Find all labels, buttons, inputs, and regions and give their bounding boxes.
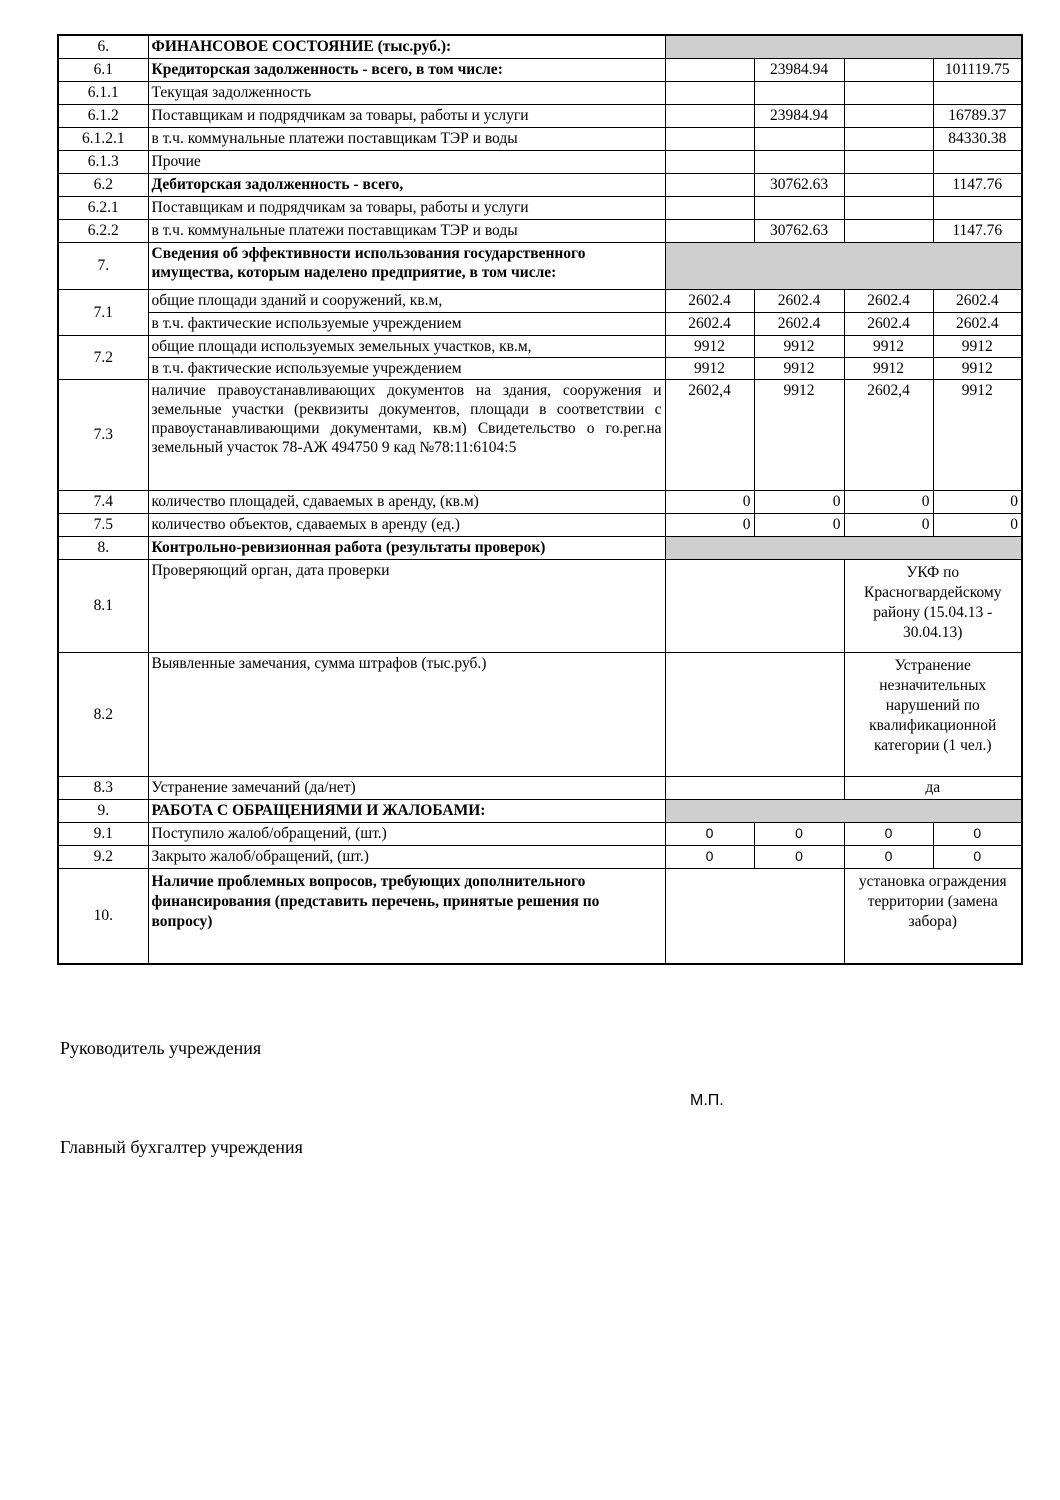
report-table <box>57 34 1023 965</box>
table-row <box>58 242 1022 289</box>
value-cell: 0 <box>933 822 1022 845</box>
value-cell <box>844 196 933 219</box>
table-row <box>58 312 1022 335</box>
value-cell: 30762.63 <box>754 173 844 196</box>
table-row <box>58 822 1022 845</box>
value-cell: да <box>844 776 1022 799</box>
table-row <box>58 58 1022 81</box>
shaded-cell <box>665 799 1022 822</box>
value-cell: 2602.4 <box>844 312 933 335</box>
table-row <box>58 289 1022 312</box>
value-cell <box>665 219 754 242</box>
value-cell: 0 <box>665 513 754 536</box>
value-cell <box>665 104 754 127</box>
value-cell: 0 <box>844 822 933 845</box>
value-cell: 0 <box>665 822 754 845</box>
value-cell <box>665 559 844 652</box>
row-label: Проверяющий орган, дата проверки <box>148 559 665 652</box>
row-number: 7.4 <box>58 490 148 513</box>
value-cell: 9912 <box>665 357 754 379</box>
value-cell <box>933 150 1022 173</box>
row-label: Прочие <box>148 150 665 173</box>
value-cell: 2602,4 <box>665 379 754 490</box>
row-number: 7.3 <box>58 379 148 490</box>
shaded-cell <box>665 35 1022 58</box>
value-cell: 2602.4 <box>754 289 844 312</box>
row-label: количество объектов, сдаваемых в аренду (ед.) <box>148 513 665 536</box>
table-row <box>58 173 1022 196</box>
value-cell: 9912 <box>754 335 844 357</box>
table-row <box>58 335 1022 357</box>
row-label: Закрыто жалоб/обращений, (шт.) <box>148 845 665 868</box>
row-number: 7. <box>58 242 148 289</box>
value-cell <box>754 150 844 173</box>
section-heading: РАБОТА С ОБРАЩЕНИЯМИ И ЖАЛОБАМИ: <box>148 799 665 822</box>
value-cell <box>665 81 754 104</box>
value-cell <box>844 173 933 196</box>
row-label: в т.ч. фактические используемые учреждением <box>148 357 665 379</box>
row-number: 6.1.3 <box>58 150 148 173</box>
value-cell <box>844 150 933 173</box>
value-cell: Устранение незначительных нарушений по квалификационной категории (1 чел.) <box>844 652 1022 776</box>
head-signature-label: Руководитель учреждения <box>60 1038 262 1058</box>
value-cell: 23984.94 <box>754 58 844 81</box>
row-number: 9. <box>58 799 148 822</box>
table-row <box>58 150 1022 173</box>
row-number: 6.1.2.1 <box>58 127 148 150</box>
value-cell: 84330.38 <box>933 127 1022 150</box>
value-cell: 0 <box>754 845 844 868</box>
value-cell: 23984.94 <box>754 104 844 127</box>
shaded-cell <box>665 536 1022 559</box>
value-cell: 9912 <box>754 379 844 490</box>
row-label: наличие правоустанавливающих документов на здания, сооружения и земельные участки (реквизиты документов, площади в соответствии с правоустанавливающими документами, кв.м) Свидетельство о го.рег.на земельный участок 78-АЖ 494750 9 кад №78:11:6104:5 <box>148 379 665 490</box>
value-cell: 101119.75 <box>933 58 1022 81</box>
row-number: 6.2.2 <box>58 219 148 242</box>
value-cell: 9912 <box>665 335 754 357</box>
value-cell <box>844 127 933 150</box>
table-row <box>58 513 1022 536</box>
value-cell: 0 <box>665 490 754 513</box>
value-cell <box>754 81 844 104</box>
row-number: 8.2 <box>58 652 148 776</box>
stamp-label: М.П. <box>690 1092 724 1109</box>
row-number: 8. <box>58 536 148 559</box>
row-number: 6. <box>58 35 148 58</box>
value-cell <box>665 127 754 150</box>
value-cell: 9912 <box>933 357 1022 379</box>
row-label: количество площадей, сдаваемых в аренду, (кв.м) <box>148 490 665 513</box>
table-row <box>58 219 1022 242</box>
row-label: Наличие проблемных вопросов, требующих дополнительного финансирования (представить перечень, принятые решения по вопросу) <box>148 868 665 964</box>
table-row <box>58 357 1022 379</box>
value-cell <box>844 219 933 242</box>
value-cell: 0 <box>754 490 844 513</box>
row-label: Кредиторская задолженность - всего, в том числе: <box>148 58 665 81</box>
value-cell <box>754 127 844 150</box>
value-cell: 9912 <box>844 357 933 379</box>
value-cell <box>665 173 754 196</box>
value-cell <box>933 81 1022 104</box>
value-cell: 2602.4 <box>933 289 1022 312</box>
row-label: Поступило жалоб/обращений, (шт.) <box>148 822 665 845</box>
row-label: Устранение замечаний (да/нет) <box>148 776 665 799</box>
table-row <box>58 490 1022 513</box>
value-cell: 0 <box>933 845 1022 868</box>
row-number: 9.2 <box>58 845 148 868</box>
table-row <box>58 799 1022 822</box>
row-number: 6.2 <box>58 173 148 196</box>
value-cell: 0 <box>933 513 1022 536</box>
section-heading: Сведения об эффективности использования государственного имущества, которым наделено предприятие, в том числе: <box>148 242 665 289</box>
table-row <box>58 196 1022 219</box>
value-cell: 9912 <box>933 335 1022 357</box>
row-number: 7.5 <box>58 513 148 536</box>
table-row <box>58 652 1022 776</box>
value-cell: 0 <box>844 513 933 536</box>
section-heading: Контрольно-ревизионная работа (результаты проверок) <box>148 536 665 559</box>
value-cell: 9912 <box>933 379 1022 490</box>
value-cell <box>665 868 844 964</box>
value-cell: 0 <box>754 822 844 845</box>
value-cell: УКФ по Красногвардейскому району (15.04.13 - 30.04.13) <box>844 559 1022 652</box>
row-number: 8.3 <box>58 776 148 799</box>
row-number: 6.1.1 <box>58 81 148 104</box>
row-label: Текущая задолженность <box>148 81 665 104</box>
table-row <box>58 81 1022 104</box>
value-cell: 2602.4 <box>665 312 754 335</box>
value-cell <box>933 196 1022 219</box>
value-cell <box>754 196 844 219</box>
table-row <box>58 379 1022 490</box>
value-cell: установка ограждения территории (замена забора) <box>844 868 1022 964</box>
row-number: 6.1.2 <box>58 104 148 127</box>
table-row <box>58 127 1022 150</box>
row-number: 7.1 <box>58 289 148 335</box>
value-cell: 0 <box>665 845 754 868</box>
value-cell: 30762.63 <box>754 219 844 242</box>
row-label: Выявленные замечания, сумма штрафов (тыс.руб.) <box>148 652 665 776</box>
value-cell: 9912 <box>754 357 844 379</box>
row-label: общие площади используемых земельных участков, кв.м, <box>148 335 665 357</box>
row-label: Поставщикам и подрядчикам за товары, работы и услуги <box>148 104 665 127</box>
value-cell: 0 <box>844 490 933 513</box>
section-heading: ФИНАНСОВОЕ СОСТОЯНИЕ (тыс.руб.): <box>148 35 665 58</box>
value-cell <box>844 104 933 127</box>
value-cell <box>844 58 933 81</box>
value-cell: 16789.37 <box>933 104 1022 127</box>
value-cell: 2602.4 <box>665 289 754 312</box>
row-number: 9.1 <box>58 822 148 845</box>
value-cell <box>665 150 754 173</box>
value-cell: 0 <box>844 845 933 868</box>
value-cell <box>665 776 844 799</box>
row-number: 7.2 <box>58 335 148 379</box>
table-row <box>58 35 1022 58</box>
table-row <box>58 536 1022 559</box>
value-cell: 1147.76 <box>933 173 1022 196</box>
row-number: 10. <box>58 868 148 964</box>
accountant-signature-label: Главный бухгалтер учреждения <box>60 1137 303 1157</box>
row-number: 6.2.1 <box>58 196 148 219</box>
row-label: в т.ч. коммунальные платежи поставщикам ТЭР и воды <box>148 127 665 150</box>
row-label: Поставщикам и подрядчикам за товары, работы и услуги <box>148 196 665 219</box>
value-cell <box>665 58 754 81</box>
value-cell: 2602,4 <box>844 379 933 490</box>
value-cell: 9912 <box>844 335 933 357</box>
value-cell: 2602.4 <box>933 312 1022 335</box>
row-number: 6.1 <box>58 58 148 81</box>
row-label: Дебиторская задолженность - всего, <box>148 173 665 196</box>
table-row <box>58 868 1022 964</box>
table-row <box>58 559 1022 652</box>
row-number: 8.1 <box>58 559 148 652</box>
table-row <box>58 845 1022 868</box>
row-label: общие площади зданий и сооружений, кв.м, <box>148 289 665 312</box>
value-cell: 1147.76 <box>933 219 1022 242</box>
value-cell <box>665 652 844 776</box>
value-cell <box>844 81 933 104</box>
value-cell: 2602.4 <box>754 312 844 335</box>
table-row <box>58 776 1022 799</box>
row-label: в т.ч. коммунальные платежи поставщикам ТЭР и воды <box>148 219 665 242</box>
value-cell: 0 <box>933 490 1022 513</box>
row-label: в т.ч. фактические используемые учреждением <box>148 312 665 335</box>
value-cell: 0 <box>754 513 844 536</box>
value-cell: 2602.4 <box>844 289 933 312</box>
table-row <box>58 104 1022 127</box>
value-cell <box>665 196 754 219</box>
shaded-cell <box>665 242 1022 289</box>
